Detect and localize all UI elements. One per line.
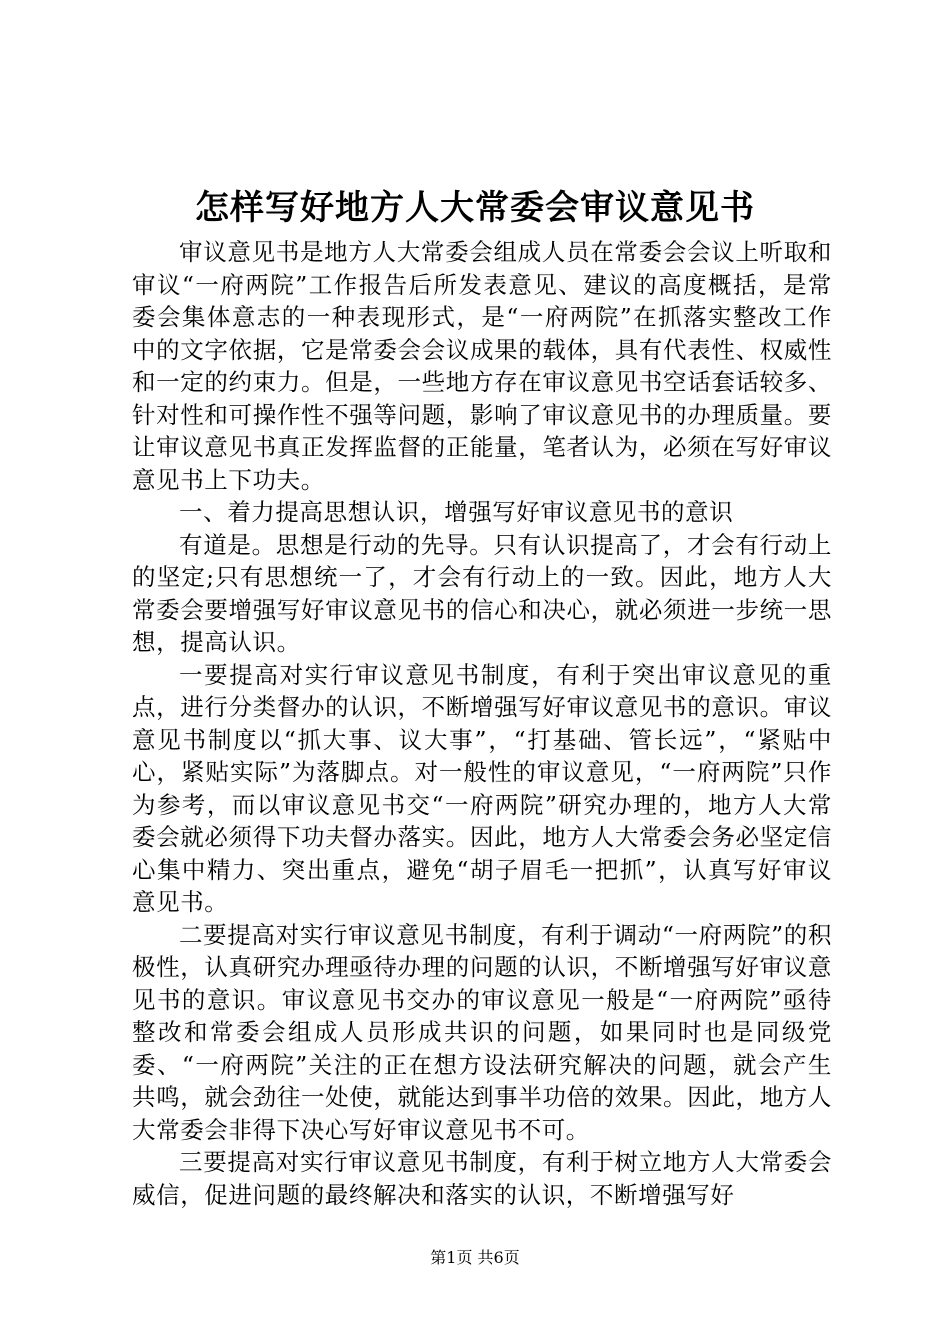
section-heading-1: 一、着力提高思想认识，增强写好审议意见书的意识: [179, 498, 734, 526]
page-footer: 第1页 共6页: [430, 1248, 520, 1267]
document-title: 怎样写好地方人大常委会审议意见书: [195, 188, 755, 228]
paragraph-intro: 审议意见书是地方人大常委会组成人员在常委会会议上听取和审议“一府两院”工作报告后所发表意见、建议的高度概括，是常委会集体意志的一种表现形式，是“一府两院”在抓落实整改工作中的文字依据，它是常委会会议成果的载体，具有代表性、权威性和一定的约束力。但是，一些地方存在审议意见书空话套话较多、针对性和可操作性不强等问题，影响了审议意见书的办理质量。要让审议意见书真正发挥监督的正能量，笔者认为，必须在写好审议意见书上下功夫。: [132, 238, 832, 494]
paragraph-thought: 有道是。思想是行动的先导。只有认识提高了，才会有行动上的坚定;只有思想统一了，才会有行动上的一致。因此，地方人大常委会要增强写好审议意见书的信心和决心，就必须进一步统一思想，提高认识。: [132, 530, 832, 656]
document-body: [132, 236, 832, 1211]
paragraph-point-3: 三要提高对实行审议意见书制度，有利于树立地方人大常委会威信，促进问题的最终解决和落实的认识，不断增强写好: [132, 1148, 832, 1209]
paragraph-point-1: 一要提高对实行审议意见书制度，有利于突出审议意见的重点，进行分类督办的认识，不断增强写好审议意见书的意识。审议意见书制度以“抓大事、议大事”，“打基础、管长远”，“紧贴中心，紧贴实际”为落脚点。对一般性的审议意见，“一府两院”只作为参考，而以审议意见书交“一府两院”研究办理的，地方人大常委会就必须得下功夫督办落实。因此，地方人大常委会务必坚定信心集中精力、突出重点，避免“胡子眉毛一把抓”，认真写好审议意见书。: [132, 660, 832, 916]
paragraph-point-2: 二要提高对实行审议意见书制度，有利于调动“一府两院”的积极性，认真研究办理亟待办理的问题的认识，不断增强写好审议意见书的意识。审议意见书交办的审议意见一般是“一府两院”亟待整改和常委会组成人员形成共识的问题，如果同时也是同级党委、“一府两院”关注的正在想方设法研究解决的问题，就会产生共鸣，就会劲往一处使，就能达到事半功倍的效果。因此，地方人大常委会非得下决心写好审议意见书不可。: [132, 920, 832, 1144]
